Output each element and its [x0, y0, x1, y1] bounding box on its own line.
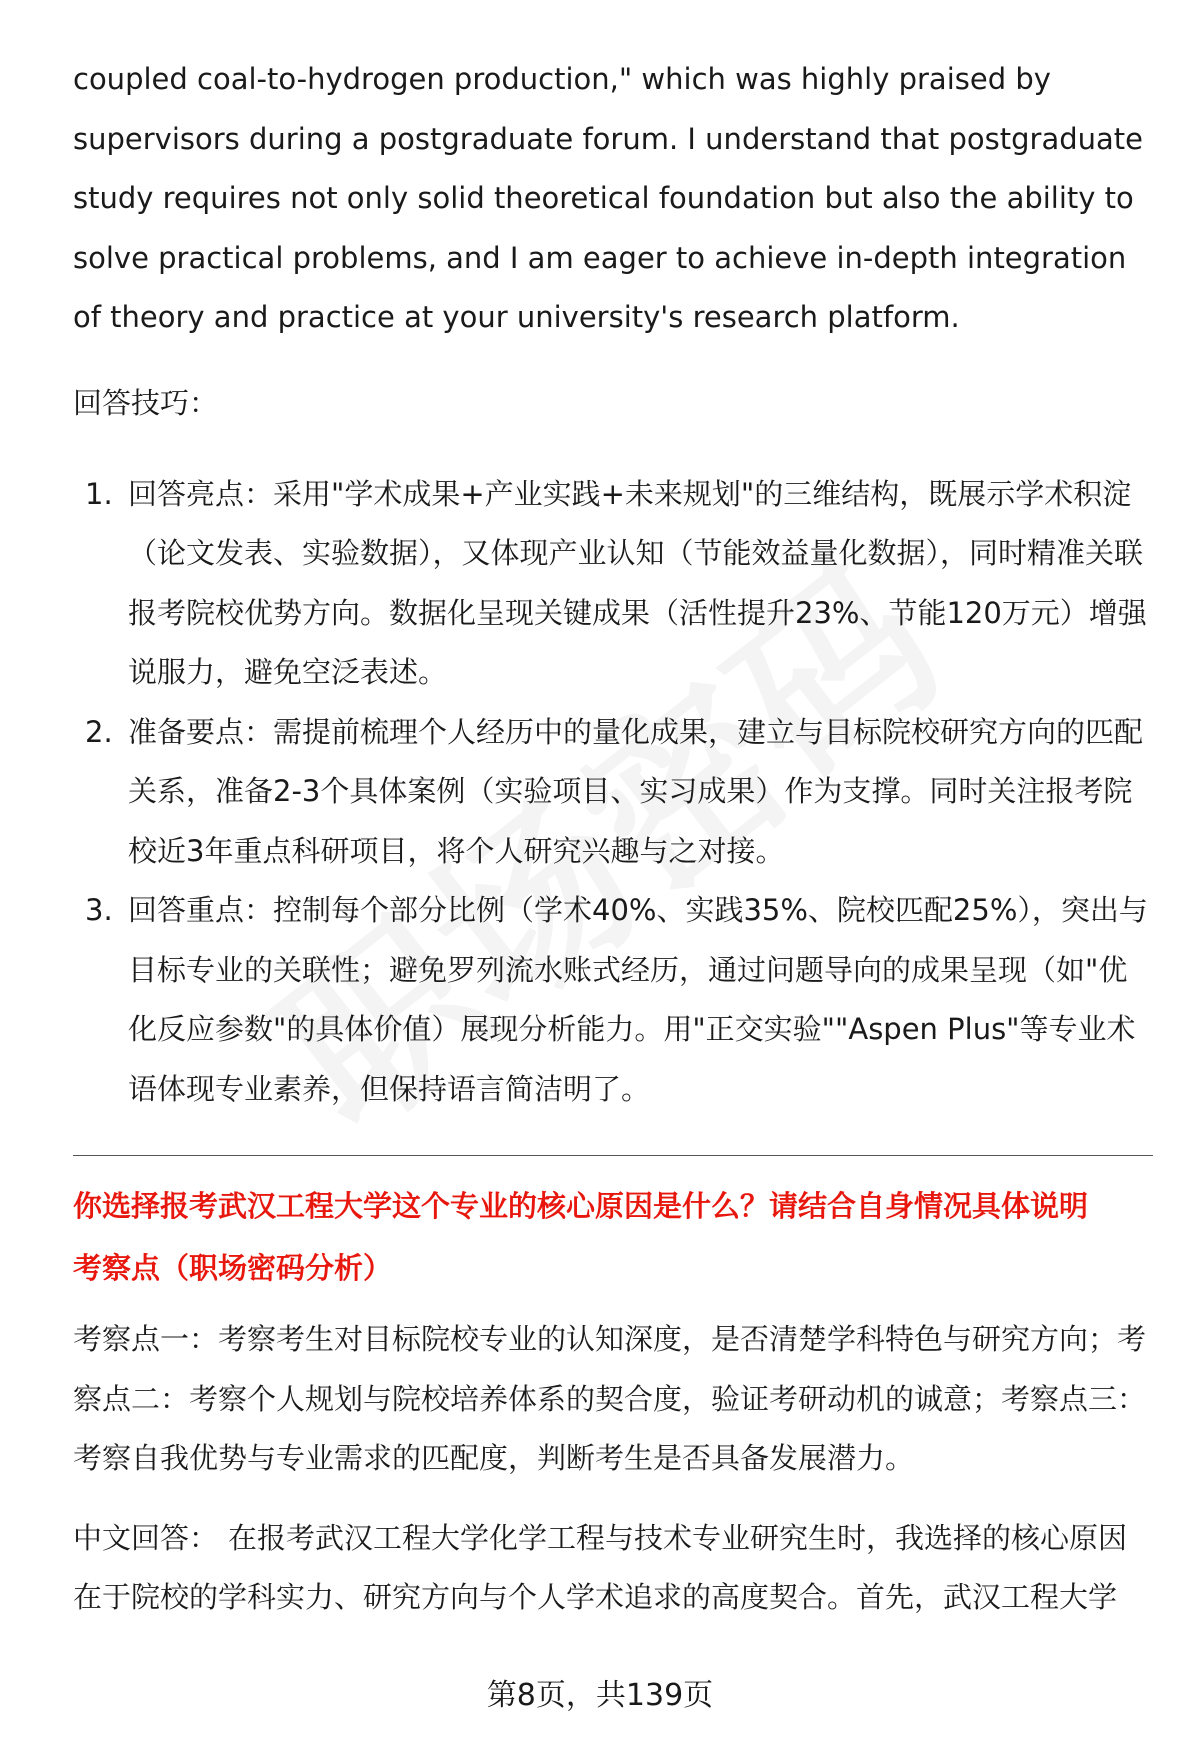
- list-text: 回答亮点：采用"学术成果+产业实践+未来规划"的三维结构，既展示学术积淀（论文发表、实验数据），又体现产业认知（节能效益量化数据），同时精准关联报考院校优势方向。数据化呈现关键成果（活性提升23%、节能120万元）增强说服力，避免空泛表述。: [128, 476, 1147, 689]
- chinese-answer-text: 在报考武汉工程大学化学工程与技术专业研究生时，我选择的核心原因在于院校的学科实力、研究方向与个人学术追求的高度契合。首先，武汉工程大学: [73, 1520, 1128, 1614]
- section-divider: [73, 1155, 1153, 1156]
- chinese-answer-label: 中文回答：: [73, 1520, 219, 1555]
- list-text: 准备要点：需提前梳理个人经历中的量化成果，建立与目标院校研究方向的匹配关系，准备2-3个具体案例（实验项目、实习成果）作为支撑。同时关注报考院校近3年重点科研项目，将个人研究兴趣与之对接。: [128, 714, 1144, 868]
- list-number: 1.: [85, 476, 113, 511]
- tips-list: [73, 465, 1153, 1120]
- chinese-answer: [73, 1509, 1153, 1628]
- document-body: [73, 50, 1153, 1628]
- page-footer: 第8页，共139页: [486, 1678, 714, 1713]
- english-paragraph: coupled coal-to-hydrogen production," which was highly praised by supervisors during a postgraduate forum. I understand that postgraduate study requires not only solid theoretical foundation but also the ability to solve practical problems, and I am eager to achieve in-depth integration of theory and practice at your university's research platform.: [73, 62, 1143, 334]
- list-text: 回答重点：控制每个部分比例（学术40%、实践35%、院校匹配25%），突出与目标专业的关联性；避免罗列流水账式经历，通过问题导向的成果呈现（如"优化反应参数"的具体价值）展现分析能力。用"正交实验""Aspen Plus"等专业术语体现专业素养，但保持语言简洁明了。: [128, 893, 1148, 1106]
- list-item: [73, 703, 1153, 882]
- list-item: [73, 465, 1153, 703]
- question-heading: 你选择报考武汉工程大学这个专业的核心原因是什么？请结合自身情况具体说明: [73, 1189, 1089, 1223]
- list-number: 2.: [85, 714, 113, 749]
- tips-label: 回答技巧：: [73, 385, 219, 420]
- list-number: 3.: [85, 893, 113, 927]
- exam-points-text: 考察点一：考察考生对目标院校专业的认知深度，是否清楚学科特色与研究方向；考察点二：考察个人规划与院校培养体系的契合度，验证考研动机的诚意；考察点三：考察自我优势与专业需求的匹配度，判断考生是否具备发展潜力。: [73, 1322, 1147, 1475]
- exam-points-heading: 考察点（职场密码分析）: [73, 1251, 393, 1285]
- list-item: [73, 881, 1153, 1119]
